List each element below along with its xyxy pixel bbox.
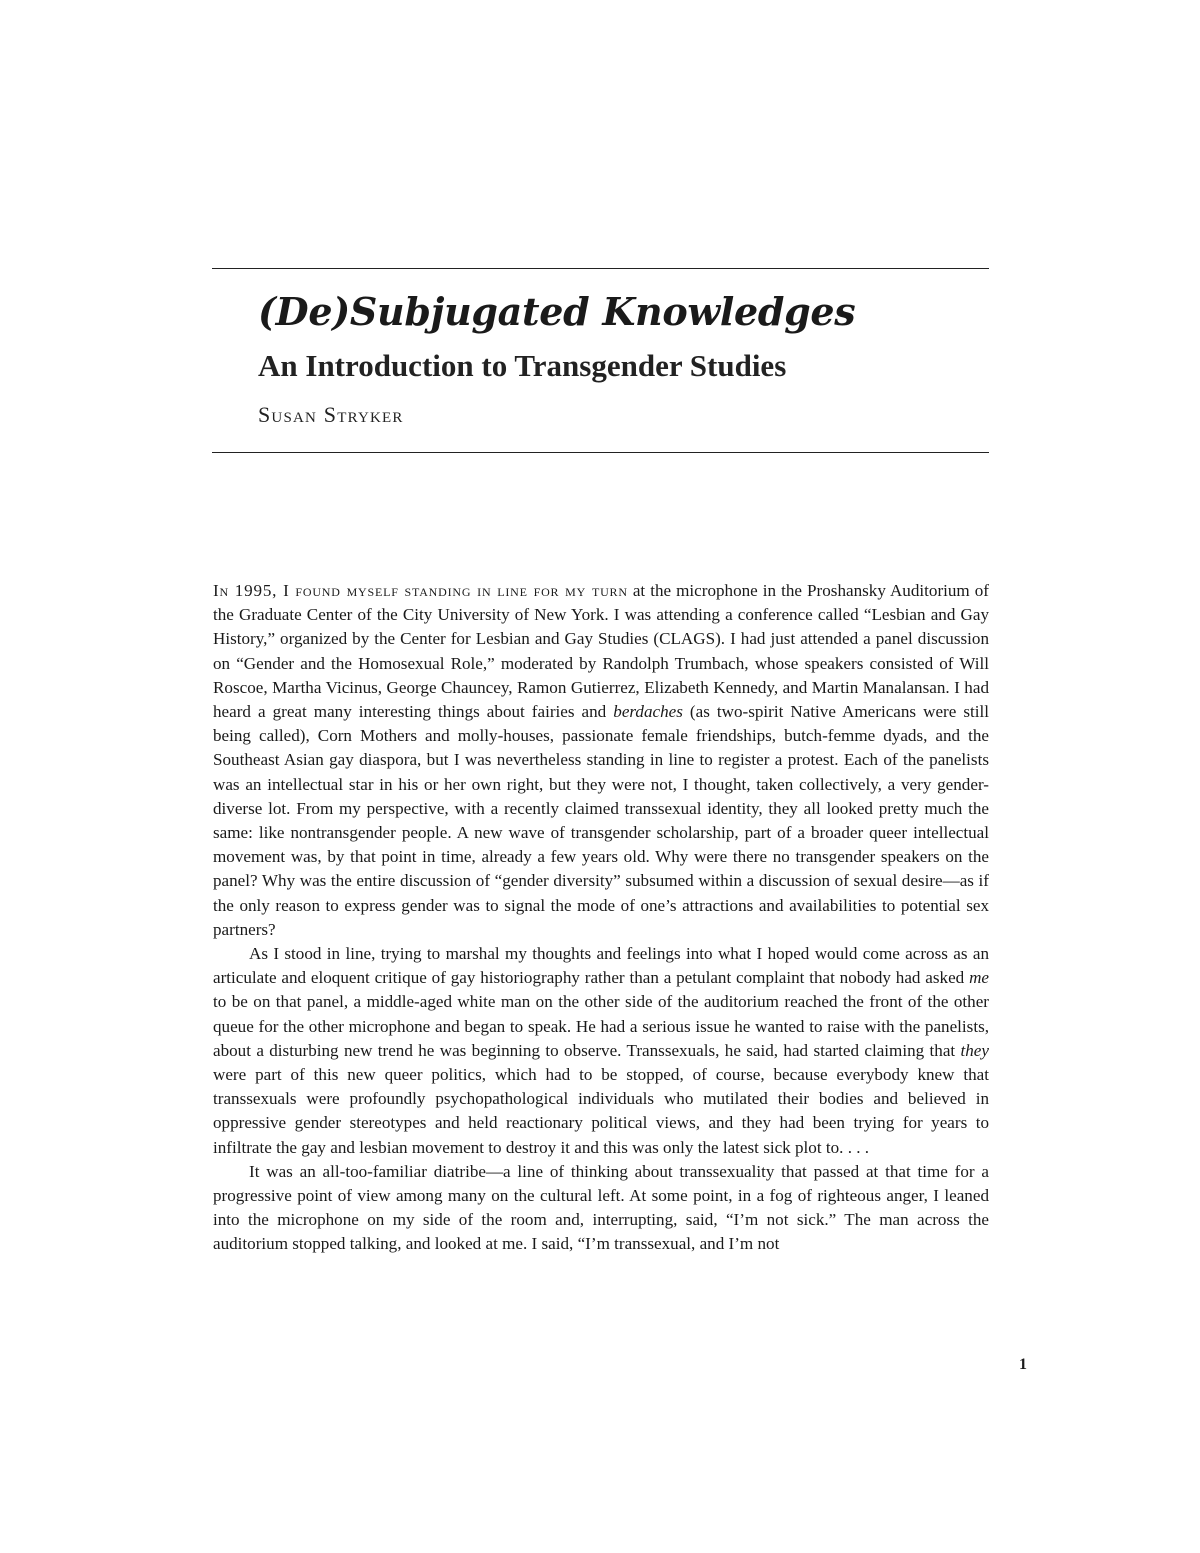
paragraph-1-emphasis: berdaches (613, 702, 683, 722)
paragraph-2-text-c: were part of this new queer politics, which had to be stopped, of course, because everybody knew that transsexuals were profoundly psychopathological individuals who mutilated their bodies and believed in oppressive gender stereotypes and held reactionary political views, and they had been trying for years to infiltrate the gay and lesbian movement to destroy it and this was only the latest sick plot to. . . . (213, 1065, 989, 1157)
header-bottom-rule (212, 452, 989, 453)
paragraph-1 (213, 579, 989, 942)
page-number: 1 (1019, 1356, 1027, 1373)
chapter-header (258, 286, 978, 430)
chapter-title: (De)Subjugated Knowledges (258, 289, 856, 334)
chapter-subtitle: An Introduction to Transgender Studies (258, 348, 787, 383)
paragraph-2-emphasis-they: they (960, 1040, 989, 1060)
paragraph-3 (213, 1160, 989, 1257)
body-text (213, 579, 989, 1257)
paragraph-2-emphasis-me: me (969, 968, 989, 988)
chapter-author: Susan Stryker (258, 402, 404, 427)
paragraph-2 (213, 942, 989, 1160)
paragraph-1-text-b: (as two-spirit Native Americans were still being called), Corn Mothers and molly-houses, passionate female friendships, butch-femme dyads, and the Southeast Asian gay diaspora, but I was nevertheless standing in line to register a protest. Each of the panelists was an intellectual star in his or her own right, but they were not, I thought, taken collectively, a very gender-diverse lot. From my perspective, with a recently claimed transsexual identity, they all looked pretty much the same: like nontransgender people. A new wave of transgender scholarship, part of a broader queer intellectual movement was, by that point in time, already a few years old. Why were there no transgender speakers on the panel? Why was the entire discussion of “gender diversity” subsumed within a discussion of sexual desire—as if the only reason to express gender was to signal the mode of one’s attractions and availabilities to potential sex partners? (213, 702, 989, 939)
paragraph-3-text: It was an all-too-familiar diatribe—a line of thinking about transsexuality that passed at that time for a progressive point of view among many on the cultural left. At some point, in a fog of righteous anger, I leaned into the microphone on my side of the room and, interrupting, said, “I’m not sick.” The man across the auditorium stopped talking, and looked at me. I said, “I’m transsexual, and I’m not (213, 1161, 989, 1254)
paragraph-2-text-a: As I stood in line, trying to marshal my thoughts and feelings into what I hoped would come across as an articulate and eloquent critique of gay historiography rather than a petulant complaint that nobody had asked (213, 944, 989, 988)
header-top-rule (212, 268, 989, 269)
paragraph-1-text-a: at the microphone in the Proshansky Auditorium of the Graduate Center of the City University of New York. I was attending a conference called “Lesbian and Gay History,” organized by the Center for Lesbian and Gay Studies (CLAGS). I had just attended a panel discussion on “Gender and the Homosexual Role,” moderated by Randolph Trumbach, whose speakers consisted of Will Roscoe, Martha Vicinus, George Chauncey, Ramon Gutierrez, Elizabeth Kennedy, and Martin Manalansan. I had heard a great many interesting things about fairies and (213, 581, 989, 722)
opening-small-caps: In 1995, I found myself standing in line for my turn (213, 581, 628, 600)
paragraph-2-text-b: to be on that panel, a middle-aged white man on the other side of the auditorium reached the front of the other queue for the other microphone and began to speak. He had a serious issue he wanted to raise with the panelists, about a disturbing new trend he was beginning to observe. Transsexuals, he said, had started claiming that (213, 992, 989, 1060)
